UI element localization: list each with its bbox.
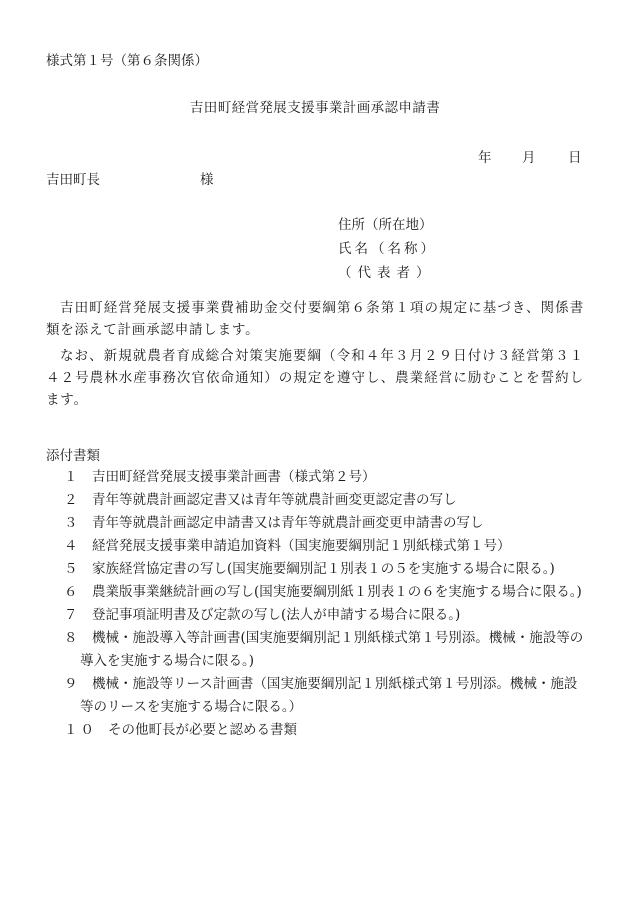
list-item: ４ 経営発展支援事業申請追加資料（国実施要綱別記１別紙様式第１号） <box>64 538 511 554</box>
document-title: 吉田町経営発展支援事業計画承認申請書 <box>189 100 441 116</box>
date-year-label: 年 <box>478 150 492 166</box>
attachments-list <box>46 466 586 742</box>
list-item: ３ 青年等就農計画認定申請書又は青年等就農計画変更申請書の写し <box>64 515 484 531</box>
list-item: ７ 登記事項証明書及び定款の写し(法人が申請する場合に限る。) <box>64 607 461 623</box>
addressee <box>46 168 214 188</box>
list-item: ５ 家族経営協定書の写し(国実施要綱別記１別表１の５を実施する場合に限る。) <box>64 561 555 577</box>
date-month-label: 月 <box>522 150 536 166</box>
addressee-name: 吉田町長 <box>46 172 100 188</box>
list-item: ８ 機械・施設導入等計画書(国実施要綱別記１別紙様式第１号別添。機械・施設等の導入を実施する場合に限る。) <box>64 630 584 669</box>
body-paragraph-application: 吉田町経営発展支援事業費補助金交付要綱第６条第１項の規定に基づき、関係書類を添えて計画承認申請します。 <box>46 300 584 338</box>
attachments-heading: 添付書類 <box>46 448 100 464</box>
list-item: ２ 青年等就農計画認定書又は青年等就農計画変更認定書の写し <box>64 492 457 508</box>
list-item: １ 吉田町経営発展支援事業計画書（様式第２号） <box>64 469 376 485</box>
list-item: ６ 農業版事業継続計画の写し(国実施要綱別紙１別表１の６を実施する場合に限る。) <box>64 584 582 600</box>
representative-label: （代表者） <box>338 265 436 281</box>
name-label: 氏名（名称） <box>338 241 437 257</box>
form-number: 様式第１号（第６条関係） <box>46 53 208 69</box>
body-paragraph-pledge: なお、新規就農者育成総合対策実施要綱（令和４年３月２９日付け３経営第３１４２号農林水産事務次官依命通知）の規定を遵守し、農業経営に励むことを誓約します。 <box>46 348 584 408</box>
date-day-label: 日 <box>568 150 582 166</box>
address-label: 住所（所在地） <box>338 217 433 233</box>
addressee-honorific: 様 <box>200 172 214 188</box>
list-item: ９ 機械・施設等リース計画書（国実施要綱別記１別紙様式第１号別添。機械・施設等のリースを実施する場合に限る。） <box>64 676 578 715</box>
list-item: １０ その他町長が必要と認める書類 <box>64 722 297 738</box>
